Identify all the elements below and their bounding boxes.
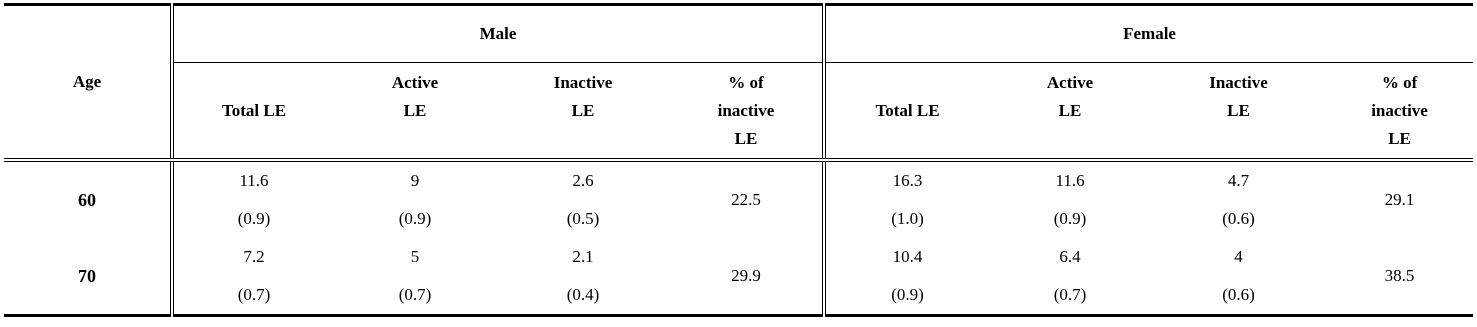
male-inactive-value: 2.1 [572, 247, 594, 266]
female-inactive-se: (0.6) [1151, 276, 1326, 316]
header-line: inactive [717, 100, 775, 120]
male-total-value: 7.2 [172, 238, 334, 276]
female-total-le-header [824, 63, 989, 161]
male-inactive-se: (0.5) [566, 209, 600, 228]
header-line: Total LE [875, 100, 940, 120]
age-cell: 60 [78, 190, 96, 210]
female-total-value: 16.3 [824, 160, 989, 200]
header-line: Inactive [1209, 72, 1268, 92]
male-pct-inactive-header [670, 63, 824, 161]
header-group-row [4, 5, 1473, 63]
female-total-se: (0.9) [824, 276, 989, 316]
female-active-le-header [989, 63, 1151, 161]
life-expectancy-table [4, 3, 1473, 317]
female-total-value: 10.4 [824, 238, 989, 276]
header-line: inactive [1371, 100, 1428, 120]
female-pct-value: 29.1 [1384, 190, 1415, 209]
header-line: Total LE [221, 100, 287, 120]
male-total-le-header [172, 63, 334, 161]
table-row [4, 160, 1473, 200]
header-line: LE [571, 100, 595, 120]
female-inactive-value: 4.7 [1227, 171, 1250, 190]
female-active-se: (0.7) [989, 276, 1151, 316]
female-inactive-se: (0.6) [1222, 209, 1255, 228]
male-active-le-header [334, 63, 496, 161]
male-pct-value: 22.5 [731, 190, 761, 209]
age-column-header: Age [4, 5, 172, 161]
age-cell: 70 [4, 238, 172, 316]
male-active-se: (0.7) [334, 276, 496, 316]
female-active-value: 11.6 [1055, 171, 1085, 190]
header-column-row [4, 63, 1473, 161]
header-line: LE [1227, 100, 1250, 120]
female-inactive-value: 4 [1234, 247, 1243, 266]
female-active-se: (0.9) [1053, 209, 1087, 228]
male-inactive-se: (0.4) [496, 276, 670, 316]
header-line: LE [1388, 128, 1411, 148]
male-total-se: (0.9) [172, 200, 334, 238]
header-line: Inactive [553, 72, 613, 92]
header-line: LE [1058, 100, 1082, 120]
female-pct-value: 38.5 [1326, 238, 1473, 316]
male-group-header: Male [172, 5, 824, 63]
male-inactive-value: 2.6 [572, 171, 594, 190]
male-total-value: 11.6 [172, 160, 334, 200]
header-line: LE [403, 100, 427, 120]
female-pct-inactive-header [1326, 63, 1473, 161]
male-inactive-le-header [496, 63, 670, 161]
male-pct-value: 29.9 [670, 238, 824, 316]
male-active-se: (0.9) [398, 209, 432, 228]
table-row [4, 238, 1473, 276]
female-group-header: Female [824, 5, 1473, 63]
female-active-value: 6.4 [1059, 247, 1081, 266]
female-inactive-le-header [1151, 63, 1326, 161]
male-active-value: 9 [410, 171, 420, 190]
header-line: LE [734, 128, 758, 148]
header-line: Active [391, 72, 439, 92]
header-line: Active [1046, 72, 1094, 92]
header-line: % of [1381, 72, 1418, 92]
male-active-value: 5 [410, 247, 420, 266]
header-line: % of [728, 72, 764, 92]
male-total-se: (0.7) [172, 276, 334, 316]
female-total-se: (1.0) [824, 200, 989, 238]
